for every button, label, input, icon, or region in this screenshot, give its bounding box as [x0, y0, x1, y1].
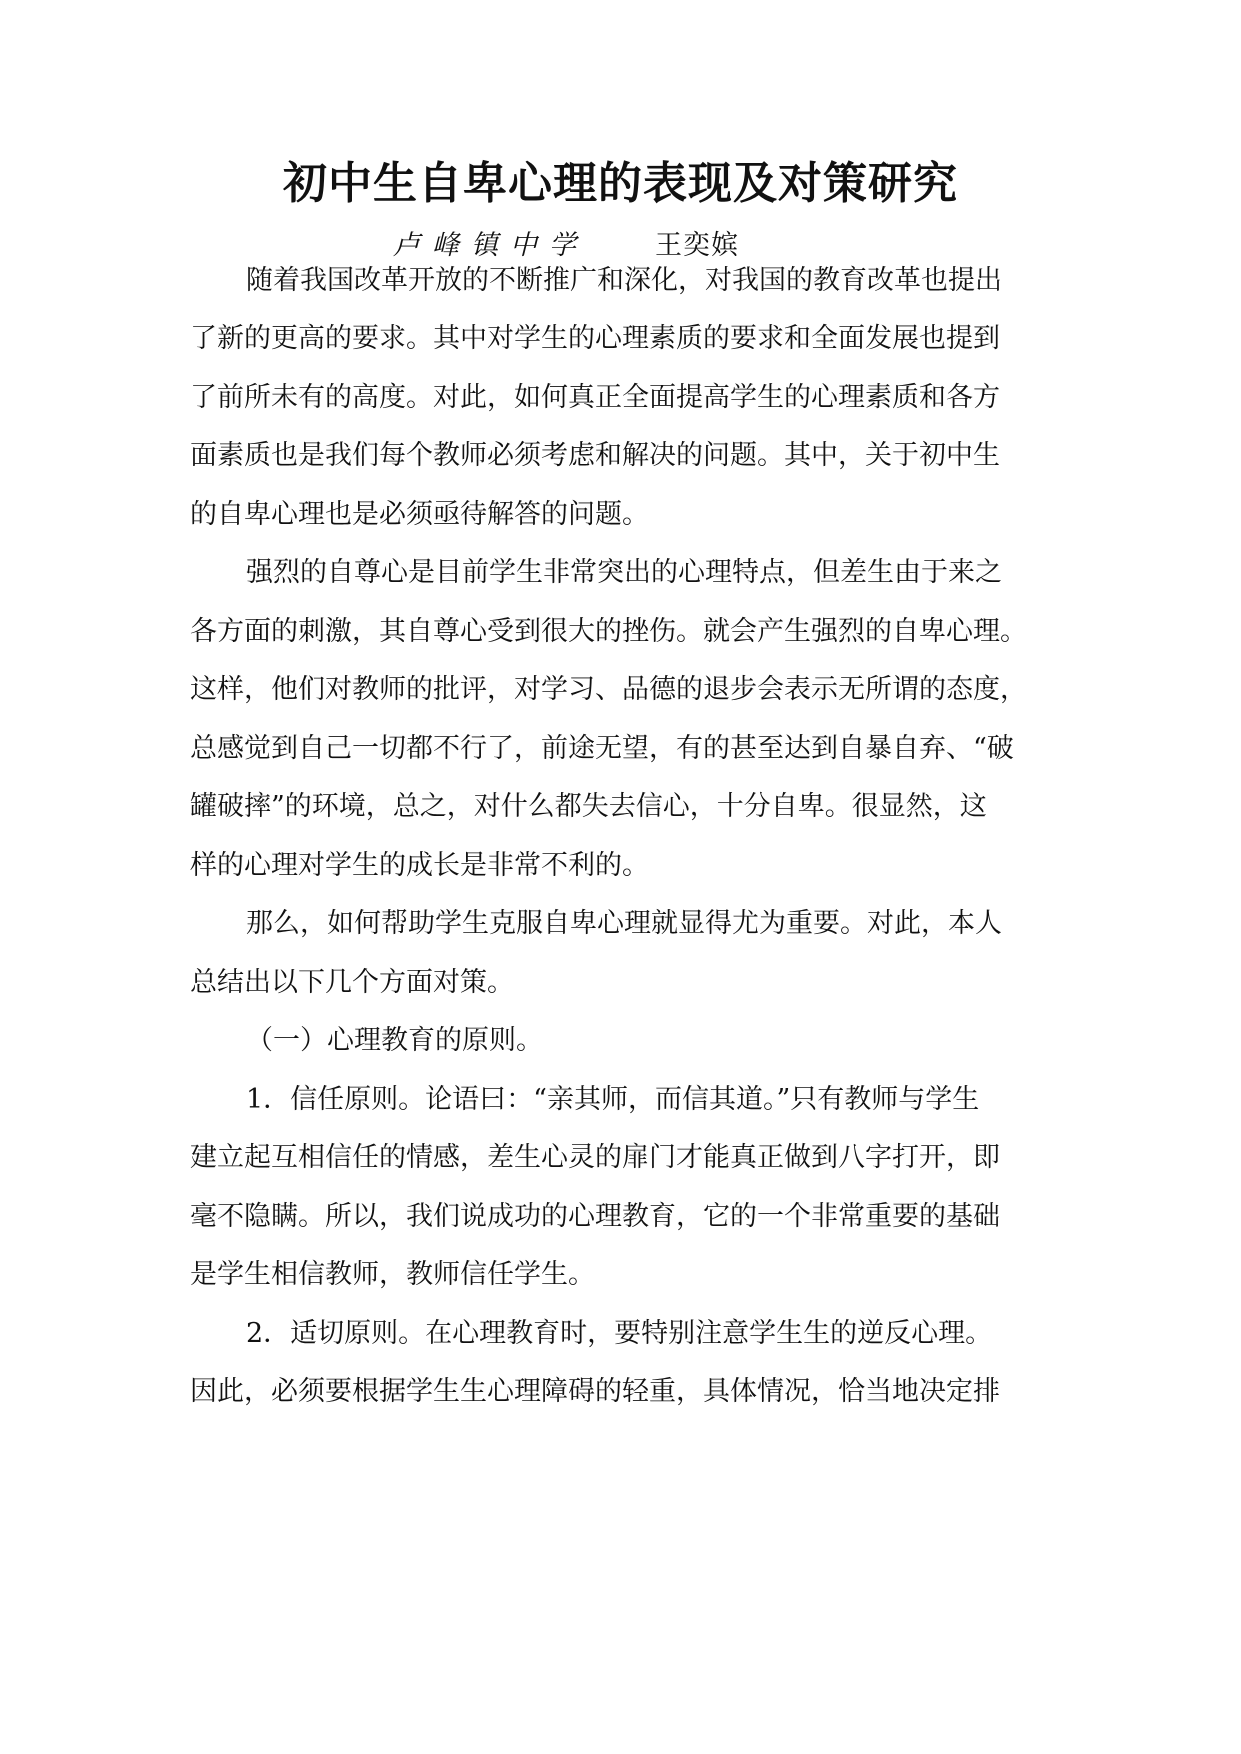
body-line-6: 强烈的自尊心是目前学生非常突出的心理特点，但差生由于来之: [246, 557, 1002, 588]
body-line-3: 了前所未有的高度。对此，如何真正全面提高学生的心理素质和各方: [190, 382, 1000, 413]
body-line-18: 是学生相信教师，教师信任学生。: [190, 1259, 595, 1290]
body-line-7: 各方面的刺激，其自尊心受到很大的挫伤。就会产生强烈的自卑心理。: [190, 616, 1027, 647]
body-line-20: 因此，必须要根据学生生心理障碍的轻重，具体情况，恰当地决定排: [190, 1376, 1000, 1407]
body-line-5: 的自卑心理也是必须亟待解答的问题。: [190, 499, 649, 530]
body-line-4: 面素质也是我们每个教师必须考虑和解决的问题。其中，关于初中生: [190, 440, 1000, 471]
body-line-15: 1．信任原则。论语曰：“亲其师，而信其道。”只有教师与学生: [246, 1084, 980, 1115]
body-line-1: 随着我国改革开放的不断推广和深化，对我国的教育改革也提出: [246, 265, 1002, 296]
section-heading: （一）心理教育的原则。: [246, 1025, 543, 1056]
body-line-8: 这样，他们对教师的批评，对学习、品德的退步会表示无所谓的态度，: [190, 674, 1027, 705]
author-school: 卢峰镇中学: [393, 230, 588, 261]
body-line-11: 样的心理对学生的成长是非常不利的。: [190, 850, 649, 881]
document-title: 初中生自卑心理的表现及对策研究: [283, 158, 958, 209]
body-line-9: 总感觉到自己一切都不行了，前途无望，有的甚至达到自暴自弃、“破: [190, 733, 1014, 764]
body-line-12: 那么，如何帮助学生克服自卑心理就显得尤为重要。对此，本人: [246, 908, 1002, 939]
body-line-17: 毫不隐瞒。所以，我们说成功的心理教育，它的一个非常重要的基础: [190, 1201, 1000, 1232]
body-line-2: 了新的更高的要求。其中对学生的心理素质的要求和全面发展也提到: [190, 323, 1000, 354]
body-line-13: 总结出以下几个方面对策。: [190, 967, 514, 998]
author-name: 王奕嫔: [655, 230, 739, 261]
body-line-10: 罐破摔”的环境，总之，对什么都失去信心，十分自卑。很显然，这: [190, 791, 987, 822]
body-line-16: 建立起互相信任的情感，差生心灵的扉门才能真正做到八字打开，即: [190, 1142, 1000, 1173]
body-line-19: 2．适切原则。在心理教育时，要特别注意学生生的逆反心理。: [246, 1318, 993, 1349]
